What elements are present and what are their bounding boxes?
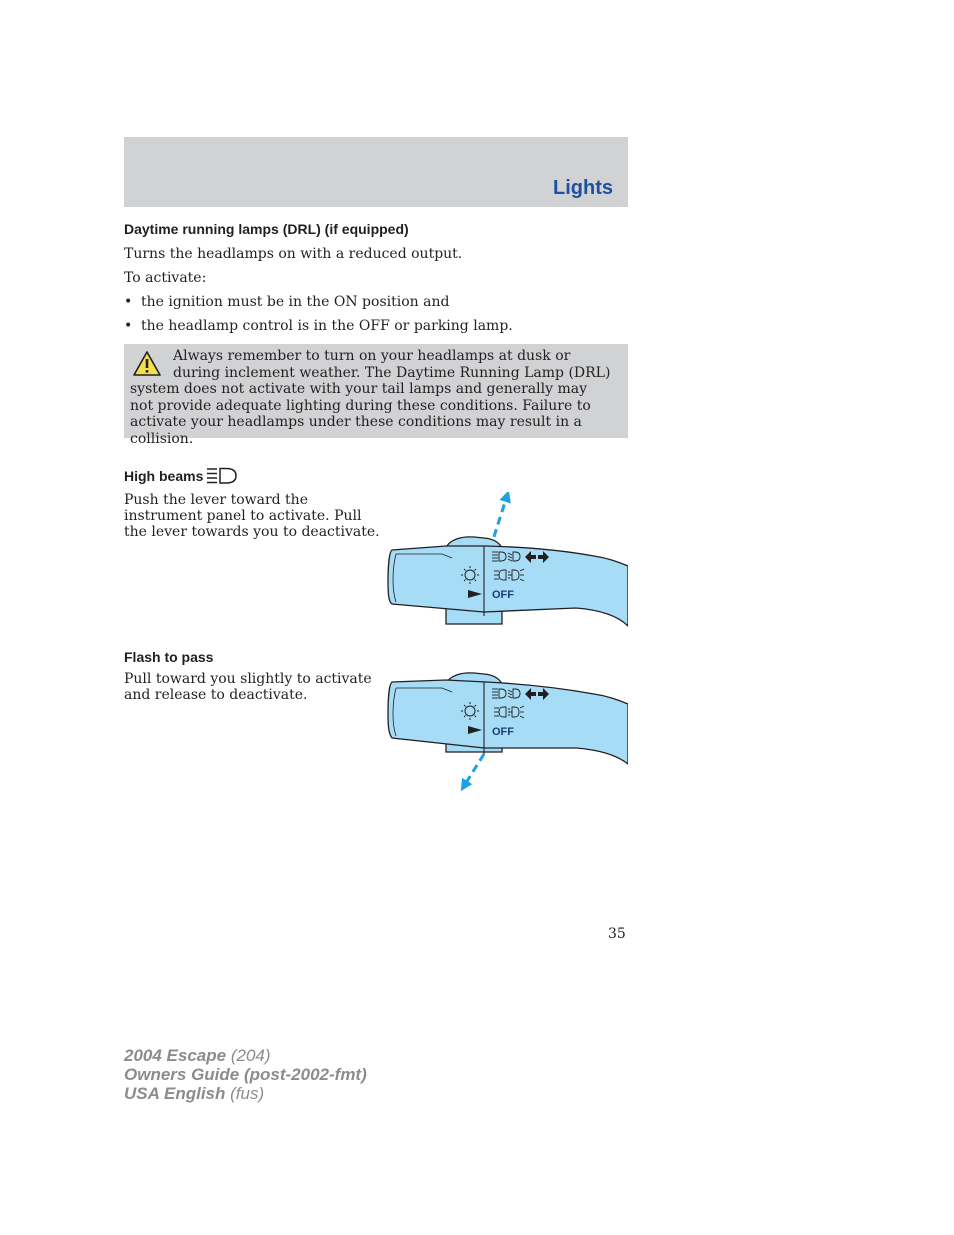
footer-line xyxy=(124,1065,367,1084)
list-item-text: the headlamp control is in the OFF or parking lamp. xyxy=(141,318,513,334)
footer-language-code: (fus) xyxy=(230,1084,265,1103)
pull-toward-arrow xyxy=(464,754,484,786)
flash-to-pass-text-line: Pull toward you slightly to activate xyxy=(124,671,372,687)
high-beams-heading: High beams xyxy=(124,468,204,484)
lever-body xyxy=(388,546,628,626)
flash-to-pass-text-line: and release to deactivate. xyxy=(124,687,308,703)
flash-to-pass-text xyxy=(124,671,372,703)
warning-text-block xyxy=(130,348,614,447)
drl-activate-label: To activate: xyxy=(124,270,207,286)
high-beams-text-line: Push the lever toward the xyxy=(124,492,308,508)
footer-model: 2004 Escape xyxy=(124,1046,227,1065)
drl-heading: Daytime running lamps (DRL) (if equipped) xyxy=(124,221,409,237)
off-label: OFF xyxy=(492,589,514,601)
lever-illustration-high-beams xyxy=(386,492,628,632)
drl-intro: Turns the headlamps on with a reduced output. xyxy=(124,246,463,262)
high-beams-text-line: instrument panel to activate. Pull xyxy=(124,508,362,524)
lever-illustration-flash-to-pass xyxy=(386,668,628,794)
high-beams-heading-row xyxy=(124,467,240,485)
footer-model-code: (204) xyxy=(230,1046,271,1065)
document-footer xyxy=(124,1046,367,1103)
list-item xyxy=(124,318,513,334)
list-item-text: the ignition must be in the ON position and xyxy=(141,294,450,310)
warning-text: Always remember to turn on your headlamps at dusk or during inclement weather. The Daytime Running Lamp (DRL) system does not activate with your tail lamps and generally may not provide adequate lighting during these conditions. Failure to activate your headlamps under these conditions may result in a collision. xyxy=(130,348,611,447)
section-header-band xyxy=(124,137,628,207)
warning-box xyxy=(124,344,628,447)
off-label: OFF xyxy=(492,726,514,738)
lever-body xyxy=(388,680,628,764)
bullet-dot: • xyxy=(124,294,133,310)
page-number: 35 xyxy=(608,926,626,942)
section-title: Lights xyxy=(553,177,613,199)
footer-line xyxy=(124,1084,367,1103)
list-item xyxy=(124,294,449,310)
bullet-dot: • xyxy=(124,318,133,334)
warning-text-indent xyxy=(130,348,173,378)
footer-guide: Owners Guide (post-2002-fmt) xyxy=(124,1065,367,1084)
flash-to-pass-heading: Flash to pass xyxy=(124,649,214,665)
high-beams-text xyxy=(124,492,380,540)
footer-line xyxy=(124,1046,367,1065)
footer-language: USA English xyxy=(124,1084,226,1103)
high-beams-text-line: the lever towards you to deactivate. xyxy=(124,524,380,540)
high-beam-icon xyxy=(206,467,240,485)
